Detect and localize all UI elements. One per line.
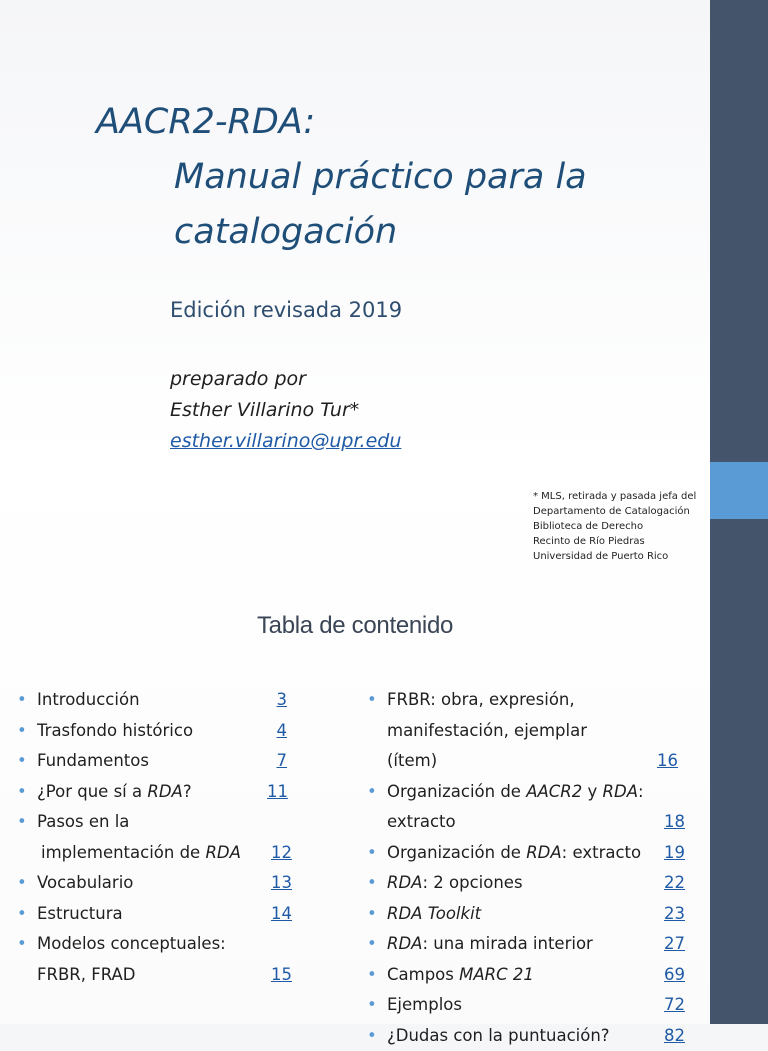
- footnote-line: Biblioteca de Derecho: [533, 519, 696, 534]
- footnote-line: Departamento de Catalogación: [533, 504, 696, 519]
- toc-item[interactable]: • RDA: una mirada interior 27: [364, 929, 694, 960]
- toc-item[interactable]: • ¿Dudas con la puntuación? 82: [364, 1021, 694, 1051]
- toc-page-link[interactable]: 11: [267, 777, 288, 808]
- toc-page-link[interactable]: 23: [664, 899, 685, 930]
- toc-item[interactable]: • RDA: 2 opciones 22: [364, 868, 694, 899]
- prepared-by-label: preparado por: [170, 364, 401, 395]
- toc-heading: Tabla de contenido: [0, 612, 710, 640]
- toc-page-link[interactable]: 4: [277, 716, 288, 747]
- toc-left-column: [14, 685, 304, 990]
- toc-page-link[interactable]: 19: [664, 838, 685, 869]
- bullet-icon: •: [367, 685, 377, 716]
- footnote-line: * MLS, retirada y pasada jefa del: [533, 489, 696, 504]
- toc-item[interactable]: • FRBR: obra, expresión, manifestación, ejemplar (ítem) 16: [364, 685, 694, 777]
- bullet-icon: •: [367, 838, 377, 869]
- toc-item[interactable]: • Organización de RDA: extracto 19: [364, 838, 694, 869]
- bullet-icon: •: [17, 777, 27, 808]
- toc-item[interactable]: • Campos MARC 21 69: [364, 960, 694, 991]
- toc-page-link[interactable]: 15: [271, 960, 292, 991]
- toc-page-link[interactable]: 3: [277, 685, 288, 716]
- bullet-icon: •: [367, 899, 377, 930]
- bullet-icon: •: [367, 990, 377, 1021]
- title-line-2: Manual práctico para la: [96, 150, 696, 205]
- author-name: Esther Villarino Tur*: [170, 395, 401, 426]
- bullet-icon: •: [367, 1021, 377, 1051]
- toc-item[interactable]: • Vocabulario 13: [14, 868, 304, 899]
- toc-item[interactable]: • Introducción 3: [14, 685, 304, 716]
- bullet-icon: •: [17, 685, 27, 716]
- byline: [170, 364, 401, 457]
- bullet-icon: •: [17, 716, 27, 747]
- toc-item[interactable]: • Ejemplos 72: [364, 990, 694, 1021]
- toc-page-link[interactable]: 22: [664, 868, 685, 899]
- toc-page-link[interactable]: 72: [664, 990, 685, 1021]
- bullet-icon: •: [367, 777, 377, 808]
- toc-page-link[interactable]: 69: [664, 960, 685, 991]
- toc-item[interactable]: • Trasfondo histórico 4: [14, 716, 304, 747]
- toc-item[interactable]: • Fundamentos 7: [14, 746, 304, 777]
- bullet-icon: •: [17, 929, 27, 960]
- footnote-line: Recinto de Río Piedras: [533, 534, 696, 549]
- toc-page-link[interactable]: 7: [277, 746, 288, 777]
- sidebar-accent-block: [710, 462, 768, 519]
- toc-item[interactable]: • ¿Por que sí a RDA? 11: [14, 777, 304, 808]
- bullet-icon: •: [367, 929, 377, 960]
- author-email-link[interactable]: esther.villarino@upr.edu: [170, 430, 401, 452]
- bullet-icon: •: [17, 868, 27, 899]
- document-title: [96, 95, 696, 260]
- toc-item[interactable]: • RDA Toolkit 23: [364, 899, 694, 930]
- toc-item[interactable]: • Modelos conceptuales: FRBR, FRAD 15: [14, 929, 304, 990]
- bullet-icon: •: [17, 899, 27, 930]
- author-footnote: [533, 489, 696, 564]
- title-line-3: catalogación: [96, 205, 696, 260]
- toc-item[interactable]: • Pasos en la implementación de RDA 12: [14, 807, 304, 868]
- toc-page-link[interactable]: 18: [664, 807, 685, 838]
- bullet-icon: •: [17, 746, 27, 777]
- toc-item[interactable]: • Estructura 14: [14, 899, 304, 930]
- footnote-line: Universidad de Puerto Rico: [533, 549, 696, 564]
- decorative-sidebar: [710, 0, 768, 1024]
- bullet-icon: •: [367, 960, 377, 991]
- toc-page-link[interactable]: 14: [271, 899, 292, 930]
- bullet-icon: •: [17, 807, 27, 838]
- toc-page-link[interactable]: 16: [657, 746, 678, 777]
- edition-label: Edición revisada 2019: [170, 298, 402, 322]
- bullet-icon: •: [367, 868, 377, 899]
- toc-page-link[interactable]: 13: [271, 868, 292, 899]
- title-line-1: AACR2-RDA:: [96, 95, 696, 150]
- toc-page-link[interactable]: 12: [271, 838, 292, 869]
- toc-page-link[interactable]: 27: [664, 929, 685, 960]
- toc-page-link[interactable]: 82: [664, 1021, 685, 1051]
- toc-right-column: [364, 685, 694, 1051]
- toc-item[interactable]: • Organización de AACR2 y RDA: extracto 18: [364, 777, 694, 838]
